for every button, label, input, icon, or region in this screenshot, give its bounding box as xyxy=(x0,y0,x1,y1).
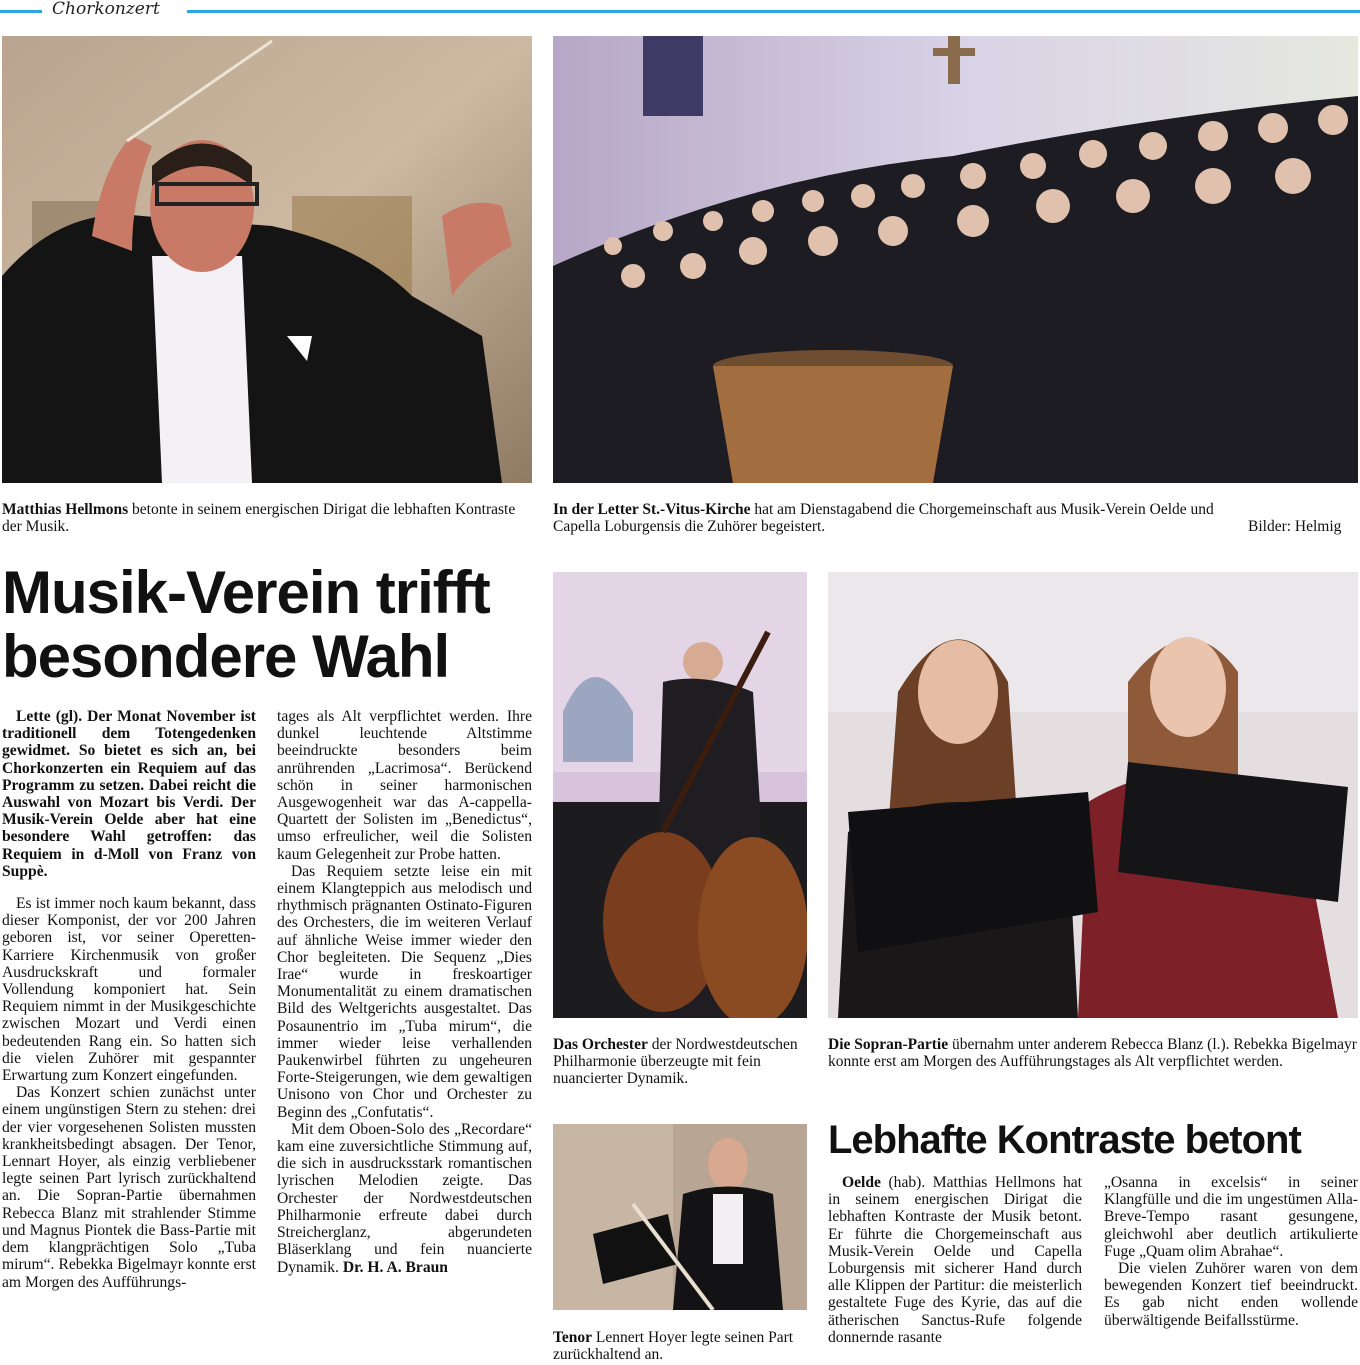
article2-paragraph-2: „Osanna in excelsis“ in seiner Klangfülle und die im ungestümen Alla-Breve-Tempo rasant gesungene, gleichwohl aber deutlich artikulierte Fuge „Quam olim Abrahae“. xyxy=(1104,1174,1358,1260)
article1-paragraph-3: tages als Alt verpflichtet werden. Ihre dunkel leuchtende Altstimme beeindruckte besonders beim anrührenden „Lacrimosa“. Berückend schön in seiner harmonischen Ausgewogenheit war das A-cappella-Quartett der Solisten im „Benedictus“, umso erfreulicher, weil die Solisten kaum Gelegenheit zur Probe hatten. xyxy=(277,708,532,863)
photo-credit: Bilder: Helmig xyxy=(1248,518,1342,535)
article1-headline-line2: besondere Wahl xyxy=(2,623,450,690)
article2-column-1 xyxy=(828,1174,1082,1346)
article1-headline-line1: Musik-Verein trifft xyxy=(2,559,490,626)
article1-paragraph-5: Mit dem Oboen-Solo des „Recordare“ kam eine zuversichtliche Stimmung auf, die sich in ausdrucksstark romantischen lyrischen Melodien zeigte. Das Orchester der Nordwestdeutschen Philharmonie erfreute dabei durch Streicherglanz, abgerundeten Bläserklang und fein nuancierte Dynamik. xyxy=(277,1120,532,1276)
article1-paragraph-5-wrap xyxy=(277,1121,532,1276)
conductor-photo xyxy=(2,36,532,483)
orchestra-caption xyxy=(553,1036,809,1087)
tenor-caption xyxy=(553,1329,809,1363)
orchestra-caption-name: Das Orchester xyxy=(553,1036,648,1053)
conductor-caption-name: Matthias Hellmons xyxy=(2,501,129,518)
article2-dateline: Oelde xyxy=(842,1174,881,1191)
article2-paragraph-3: Die vielen Zuhörer waren von dem bewegenden Konzert tief beeindruckt. Es gab nicht enden wollende überwältigende Beifallsstürme. xyxy=(1104,1260,1358,1329)
sopranos-photo xyxy=(828,572,1358,1018)
article1-column-2 xyxy=(277,708,532,1276)
sopranos-caption-name: Die Sopran-Partie xyxy=(828,1036,949,1053)
article1-paragraph-1: Es ist immer noch kaum bekannt, dass dieser Komponist, der vor 200 Jahren geboren ist, vor seiner Operetten-Karriere Kirchenmusik von großer Ausdruckskraft und formaler Vollendung komponiert hat. Sein Requiem nimmt in der Musikgeschichte zwischen Mozart und Verdi einen bedeutenden Rang ein. So hatten sich die vielen Zuhörer mit gespannter Erwartung zum Konzert eingefunden. xyxy=(2,895,256,1085)
sopranos-caption xyxy=(828,1036,1358,1070)
choir-caption-name: In der Letter St.-Vitus-Kirche xyxy=(553,501,751,518)
choir-caption-text: hat am Dienstagabend die Chorgemeinschaft aus Musik-Verein Oelde und Capella Loburgensis die Zuhörer begeistert. xyxy=(553,501,1214,535)
article2-paragraph-1: (hab). Matthias Hellmons hat in seinem energischen Dirigat die lebhaften Kontraste der Musik betont. Er führte die Chorgemeinschaft aus Musik-Verein Oelde und Capella Loburgensis mit sicherer Hand durch alle Klippen der Partitur: die meisterlich gestaltete Fuge des Kyrie, das auf die ätherischen Sanctus-Rufe folgende donnernde rasante xyxy=(828,1174,1082,1346)
orchestra-photo xyxy=(553,572,807,1018)
rubric-rule-left xyxy=(0,10,42,13)
article1-author: Dr. H. A. Braun xyxy=(342,1258,448,1276)
sopranos-caption-text: übernahm unter anderem Rebecca Blanz (l.). Rebekka Bigelmayr konnte erst am Morgen des Aufführungstages als Alt verpflichtet werden. xyxy=(828,1036,1357,1070)
article1-paragraph-2: Das Konzert schien zunächst unter einem ungünstigen Stern zu stehen: drei der vier vorgesehenen Solisten mussten krankheitsbedingt absagen. Der Tenor, Lennart Hoyer, als einzig verbliebener legte seinen Part lyrisch zurückhaltend an. Die Sopran-Partie übernahmen Rebecca Blanz mit strahlender Stimme und Magnus Piontek die Bass-Partie mit dem klangprächtigen Solo „Tuba mirum“. Rebekka Bigelmayr konnte erst am Morgen des Aufführungs- xyxy=(2,1084,256,1291)
rubric-rule-right xyxy=(187,10,1360,13)
choir-caption xyxy=(553,501,1253,535)
choir-photo xyxy=(553,36,1358,483)
article1-column-1 xyxy=(2,708,256,1291)
conductor-caption xyxy=(2,501,532,535)
section-rubric xyxy=(0,0,1360,22)
section-label: Chorkonzert xyxy=(52,0,160,19)
article2-paragraph-1-wrap xyxy=(828,1174,1082,1346)
article1-paragraph-4: Das Requiem setzte leise ein mit einem Klangteppich aus melodisch und rhythmisch prägnanten Ostinato-Figuren des Orchesters, die im weiteren Verlauf auf ähnliche Weise immer wieder den Chor begleiteten. Die Sequenz „Dies Irae“ wurde in freskoartiger Monumentalität zu einem dramatischen Bild des Weltgerichts ausgestaltet. Das Posaunentrio im „Tuba mirum“, die immer wieder leise verhallenden Paukenwirbel führten zu ungeheuren Forte-Steigerungen, wie dem gewaltigen Unisono von Chor und Orchester zu Beginn des „Confutatis“. xyxy=(277,862,532,1121)
tenor-caption-name: Tenor xyxy=(553,1329,593,1346)
article2-column-2 xyxy=(1104,1174,1358,1329)
article2-headline: Lebhafte Kontraste betont xyxy=(828,1118,1301,1162)
tenor-photo xyxy=(553,1124,807,1310)
orchestra-caption-text: der Nordwestdeutschen Philharmonie überzeugte mit fein nuancierter Dynamik. xyxy=(553,1036,798,1087)
conductor-caption-text: betonte in seinem energischen Dirigat die lebhaften Kontraste der Musik. xyxy=(2,501,516,535)
article1-lead: Lette (gl). Der Monat November ist traditionell dem Totengedenken gewidmet. So bietet es sich an, bei Chorkonzerten ein Requiem auf das Programm zu setzen. Dabei reicht die Auswahl von Mozart bis Verdi. Der Musik-Verein Oelde aber hat eine besondere Wahl getroffen: das Requiem in d-Moll von Franz von Suppè. xyxy=(2,708,256,880)
tenor-caption-text: Lennert Hoyer legte seinen Part zurückhaltend an. xyxy=(553,1329,794,1363)
